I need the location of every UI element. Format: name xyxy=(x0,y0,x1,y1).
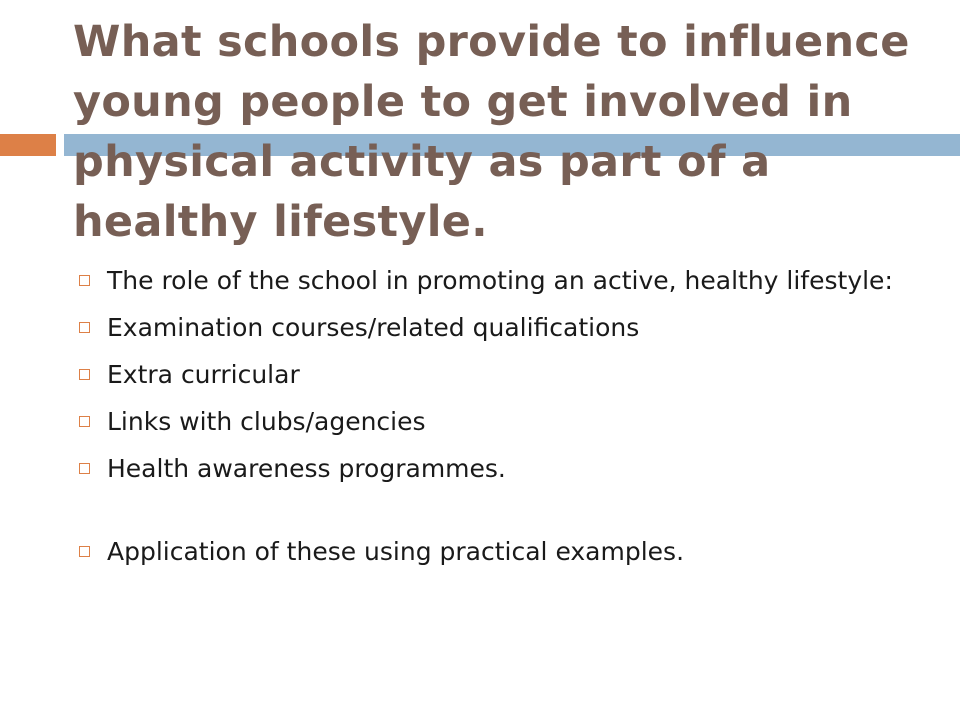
square-bullet-icon xyxy=(79,369,90,380)
bullet-text: Links with clubs/agencies xyxy=(107,407,426,436)
bullet-item xyxy=(75,452,895,485)
square-bullet-icon xyxy=(79,416,90,427)
bullet-item xyxy=(75,405,895,438)
bullet-text: The role of the school in promoting an active, healthy lifestyle: xyxy=(107,266,893,295)
accent-bar-orange xyxy=(0,134,56,156)
square-bullet-icon xyxy=(79,463,90,474)
bullet-text: Health awareness programmes. xyxy=(107,454,506,483)
bullet-item xyxy=(75,264,895,297)
slide-title: What schools provide to influence young people to get involved in physical activity as part of a healthy lifestyle. xyxy=(73,17,910,247)
bullet-list xyxy=(75,264,895,582)
square-bullet-icon xyxy=(79,546,90,557)
bullet-text: Extra curricular xyxy=(107,360,300,389)
bullet-text: Examination courses/related qualifications xyxy=(107,313,640,342)
bullet-item xyxy=(75,358,895,391)
bullet-text: Application of these using practical examples. xyxy=(107,537,685,566)
square-bullet-icon xyxy=(79,322,90,333)
bullet-item xyxy=(75,535,895,568)
square-bullet-icon xyxy=(79,275,90,286)
bullet-item xyxy=(75,311,895,344)
